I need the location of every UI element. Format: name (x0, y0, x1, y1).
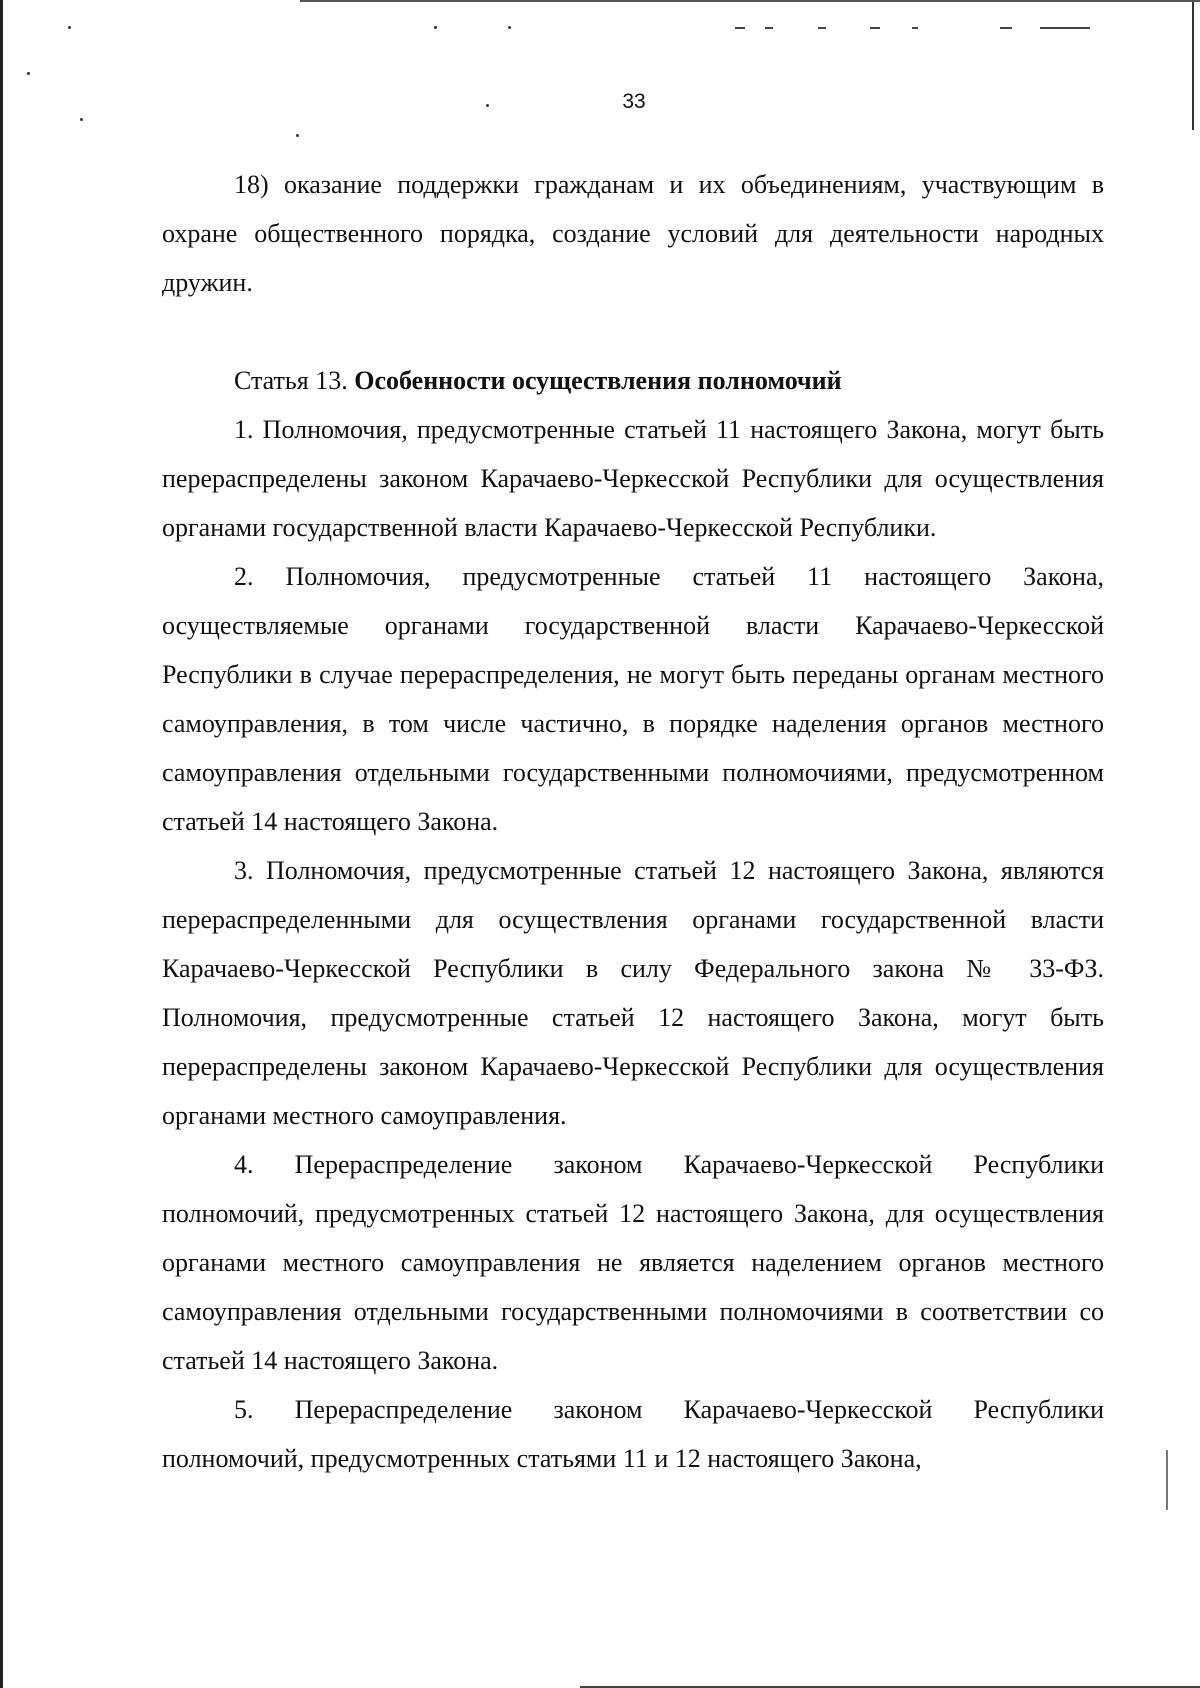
scan-edge-left (0, 0, 3, 1688)
paragraph-1: 1. Полномочия, предусмотренные статьей 11 настоящего Закона, могут быть перераспределены законом Карачаево-Черкесской Республики для осуществления органами государственной власти Карачаево-Черкесской Республики. (162, 415, 1104, 542)
scan-top-line (300, 0, 1200, 2)
article-heading (162, 356, 1104, 405)
scan-dash (735, 27, 745, 29)
paragraph-4: 4. Перераспределение законом Карачаево-Черкесской Республики полномочий, предусмотренных статьей 12 настоящего Закона, для осуществления органами местного самоуправления не является наделением органов местного самоуправления отдельными государственными полномочиями в соответствии со статьей 14 настоящего Закона. (162, 1150, 1104, 1375)
scan-dash (1000, 27, 1012, 29)
paragraph-item-18: 18) оказание поддержки гражданам и их объединениям, участвующим в охране общественного порядка, создание условий для деятельности народных дружин. (162, 170, 1104, 297)
scan-edge-right-lower (1166, 1450, 1168, 1510)
scan-dash (870, 27, 880, 29)
paragraph-2: 2. Полномочия, предусмотренные статьей 11 настоящего Закона, осуществляемые органами государственной власти Карачаево-Черкесской Республики в случае перераспределения, не могут быть переданы органам местного самоуправления, в том числе частично, в порядке наделения органов местного самоуправления отдельными государственными полномочиями, предусмотренном статьей 14 настоящего Закона. (162, 562, 1104, 836)
scan-speck (434, 26, 437, 29)
scan-speck (68, 26, 71, 29)
scan-speck (27, 72, 30, 75)
scan-dash (818, 27, 826, 29)
page-number: 33 (622, 90, 646, 113)
paragraph-5: 5. Перераспределение законом Карачаево-Черкесской Республики полномочий, предусмотренных статьями 11 и 12 настоящего Закона, (162, 1395, 1104, 1473)
article-label: Статья 13. (234, 366, 348, 395)
scan-speck (508, 26, 511, 29)
scan-speck (80, 118, 83, 121)
paragraph-3: 3. Полномочия, предусмотренные статьей 12 настоящего Закона, являются перераспределенными для осуществления органами государственной власти Карачаево-Черкесской Республики в силу Федерального закона № 33-ФЗ. Полномочия, предусмотренные статьей 12 настоящего Закона, могут быть перераспределены законом Карачаево-Черкесской Республики для осуществления органами местного самоуправления. (162, 856, 1104, 1130)
scan-dash (912, 27, 918, 29)
scan-dash (765, 27, 773, 29)
document-body (162, 160, 1104, 1483)
article-title: Особенности осуществления полномочий (354, 366, 842, 395)
scan-speck (296, 134, 299, 137)
scan-dash (1040, 27, 1090, 29)
